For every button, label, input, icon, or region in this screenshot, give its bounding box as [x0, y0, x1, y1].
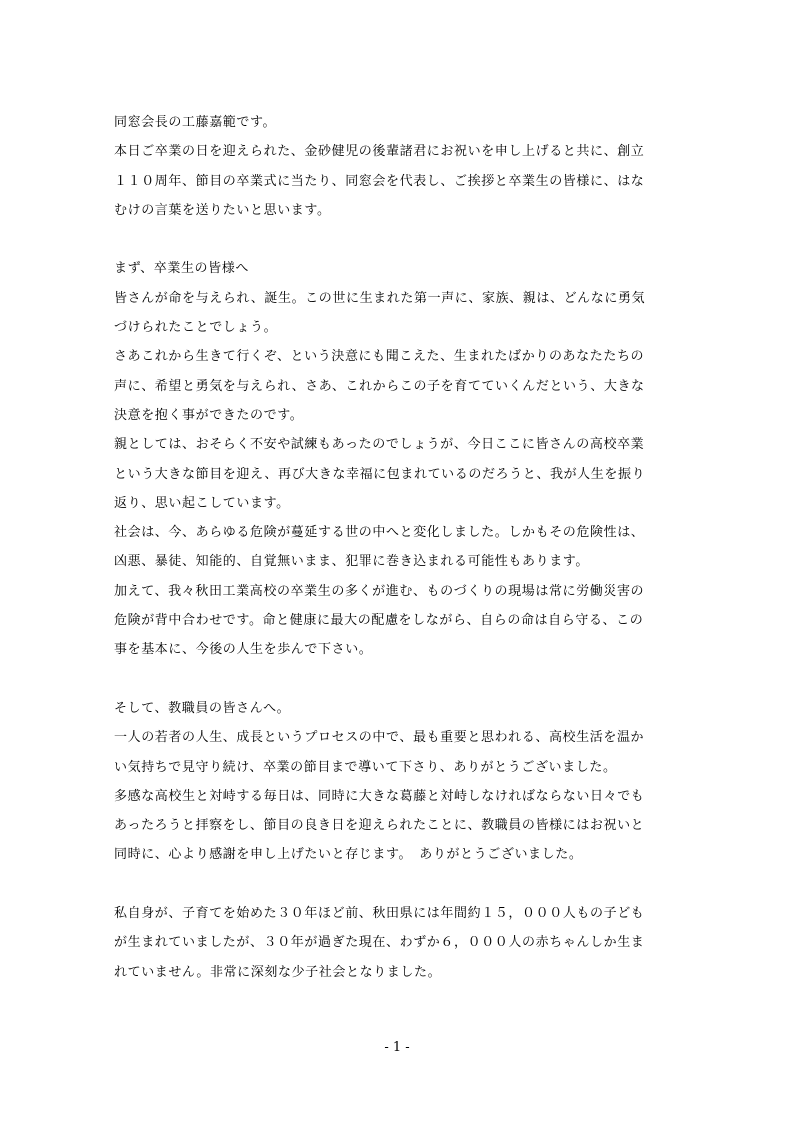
paragraph	[114, 254, 694, 283]
text-line: 多感な高校生と対峙する毎日は、同時に大きな葛藤と対峙しなければならない日々でも	[114, 788, 645, 804]
text-line: そして、教職員の皆さんへ。	[114, 700, 291, 716]
text-line: あったろうと拝察をし、節目の良き日を迎えられたことに、教職員の皆様にはお祝いと	[114, 818, 645, 834]
text-line: 凶悪、暴徒、知能的、自覚無いまま、犯罪に巻き込まれる可能性もあります。	[114, 554, 589, 570]
text-line: まず、卒業生の皆様へ	[114, 261, 249, 277]
text-line: 社会は、今、あらゆる危険が蔓延する世の中へと変化しました。しかもその危険性は、	[114, 525, 645, 541]
paragraph	[114, 342, 694, 430]
paragraph	[114, 899, 694, 987]
paragraph	[114, 577, 694, 665]
blank-line	[114, 225, 694, 254]
text-line: れていません。非常に深刻な少子社会となりました。	[114, 964, 442, 980]
text-line: 返り、思い起こしています。	[114, 495, 290, 511]
paragraph	[114, 284, 694, 343]
document-body	[114, 108, 694, 987]
text-line: 私自身が、子育てを始めた３０年ほど前、秋田県には年間約１５，０００人もの子ども	[114, 906, 645, 922]
paragraph	[114, 723, 694, 782]
text-line: 加えて、我々秋田工業高校の卒業生の多くが進む、ものづくりの現場は常に労働災害の	[114, 583, 645, 599]
text-line: という大きな節目を迎え、再び大きな幸福に包まれているのだろうと、我が人生を振り	[114, 466, 646, 482]
text-line: さあこれから生きて行くぞ、という決意にも聞こえた、生まれたばかりのあなたたちの	[114, 349, 645, 365]
paragraph	[114, 108, 694, 137]
text-line: が生まれていましたが、３０年が過ぎた現在、わずか６，０００人の赤ちゃんしか生ま	[114, 935, 645, 951]
text-line: 同窓会長の工藤嘉範です。	[114, 115, 277, 130]
text-line: 決意を抱く事ができたのです。	[114, 407, 304, 423]
text-line: い気持ちで見守り続け、卒業の節目まで導いて下さり、ありがとうございました。	[114, 759, 617, 775]
text-line: 一人の若者の人生、成長というプロセスの中で、最も重要と思われる、高校生活を温か	[114, 730, 645, 746]
blank-line	[114, 665, 694, 694]
text-line: づけられたことでしょう。	[114, 320, 278, 336]
text-line: 皆さんが命を与えられ、誕生。この世に生まれた第一声に、家族、親は、どんなに勇気	[114, 290, 646, 306]
text-line: 同時に、心より感謝を申し上げたいと存じます。 ありがとうございました。	[114, 847, 583, 863]
text-line: むけの言葉を送りたいと思います。	[114, 202, 331, 218]
paragraph	[114, 782, 694, 870]
text-line: 危険が背中合わせです。命と健康に最大の配慮をしながら、自らの命は自ら守る、この	[114, 613, 644, 629]
paragraph	[114, 430, 694, 518]
text-line: 声に、希望と勇気を与えられ、さあ、これからこの子を育てていくんだという、大きな	[114, 378, 645, 394]
text-line: １１０周年、節目の卒業式に当たり、同窓会を代表し、ご挨拶と卒業生の皆様に、はな	[114, 173, 645, 189]
paragraph	[114, 518, 694, 577]
text-line: 事を基本に、今後の人生を歩んで下さい。	[114, 642, 373, 658]
text-line: 本日ご卒業の日を迎えられた、金砂健児の後輩諸君にお祝いを申し上げると共に、創立	[114, 144, 645, 160]
page-number: - 1 -	[384, 1040, 410, 1055]
blank-line	[114, 870, 694, 899]
text-line: 親としては、おそらく不安や試練もあったのでしょうが、今日ここに皆さんの高校卒業	[114, 437, 645, 453]
paragraph	[114, 694, 694, 723]
paragraph	[114, 137, 694, 225]
